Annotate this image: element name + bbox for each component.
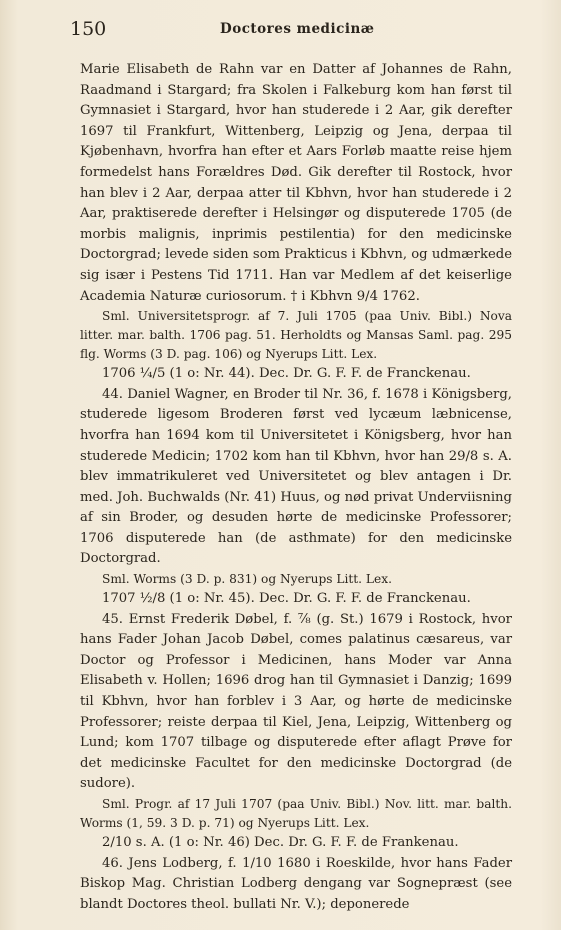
paragraph-date-1706: 1706 ¼/5 (1 o: Nr. 44). Dec. Dr. G. F. F. de Franckenau. xyxy=(102,366,471,382)
paragraph-entry-45: 45. Ernst Frederik Døbel, f. ⅞ (g. St.) 1679 i Rostock, hvor hans Fader Johan Jacob Døbel, comes palatinus cæsareus, var Doctor og Professor i Medicinen, hans Moder var Anna Elisabeth v. Hollen; 1696 drog han til Gymnasiet i Danzig; 1699 til Kbhvn, hvor han forblev i 3 Aar, og hørte de medicinske Professorer; reiste derpaa til Kiel, Jena, Leipzig, Wittenberg og Lund; kom 1707 tilbage og disputerede efter aflagt Prøve for det medicinske Facultet for den medicinske Doctorgrad (de sudore). xyxy=(80,611,512,792)
running-title: Doctores medicinæ xyxy=(220,21,375,37)
page-header xyxy=(70,18,510,44)
paragraph-entry-46: 46. Jens Lodberg, f. 1/10 1680 i Roeskilde, hvor hans Fader Biskop Mag. Christian Lodberg dengang var Sognepræst (see blandt Doctores theol. bullati Nr. V.); deponerede xyxy=(80,855,512,912)
paragraph-sources-45: Sml. Progr. af 17 Juli 1707 (paa Univ. Bibl.) Nov. litt. mar. balth. Worms (1, 59. 3 D. p. 71) og Nyerups Litt. Lex. xyxy=(80,797,512,830)
paragraph-sources-43: Sml. Universitetsprogr. af 7. Juli 1705 (paa Univ. Bibl.) Nova litter. mar. balth. 1706 pag. 51. Herholdts og Mansas Saml. pag. 295 flg. Worms (3 D. pag. 106) og Nyerups Litt. Lex. xyxy=(80,309,512,362)
paragraph-entry-43-continued: Marie Elisabeth de Rahn var en Datter af Johannes de Rahn, Raadmand i Stargard; fra Skolen i Falkeburg kom han først til Gymnasiet i Stargard, hvor han studerede i 2 Aar, gik derefter 1697 til Frankfurt, Wittenberg, Leipzig og Jena, derpaa til Kjøbenhavn, hvorfra han efter et Aars Forløb maatte reise hjem formedelst hans Forældres Død. Gik derefter til Rostock, hvor han blev i 2 Aar, derpaa atter til Kbhvn, hvor han studerede i 2 Aar, praktiserede derefter i Helsingør og disputerede 1705 (de morbis malignis, inprimis pestilentia) for den medicinske Doctorgrad; levede siden som Prakticus i Kbhvn, og udmærkede sig især i Pestens Tid 1711. Han var Medlem af det keiserlige Academia Naturæ curiosorum. † i Kbhvn 9/4 1762. xyxy=(80,62,512,304)
paragraph-entry-44: 44. Daniel Wagner, en Broder til Nr. 36, f. 1678 i Königsberg, studerede ligesom Broderen først ved lycæum læbnicense, hvorfra han 1694 kom til Universitetet i Königsberg, hvor han studerede Medicin; 1702 kom han til Kbhvn, hvor han 29/8 s. A. blev immatrikuleret ved Universitetet og blev antagen i Dr. med. Joh. Buchwalds (Nr. 41) Huus, og nød privat Underviisning af sin Broder, og desuden hørte de medicinske Professorer; 1706 disputerede han (de asthmate) for den medicinske Doctorgrad. xyxy=(80,386,512,567)
paragraph-date-1707-b: 2/10 s. A. (1 o: Nr. 46) Dec. Dr. G. F. F. de Frankenau. xyxy=(102,835,459,850)
page-number: 150 xyxy=(70,18,107,40)
paragraph-sources-44: Sml. Worms (3 D. p. 831) og Nyerups Litt. Lex. xyxy=(102,572,392,587)
paragraph-date-1707: 1707 ½/8 (1 o: Nr. 45). Dec. Dr. G. F. F. de Franckenau. xyxy=(102,591,471,607)
page-body xyxy=(80,60,512,915)
